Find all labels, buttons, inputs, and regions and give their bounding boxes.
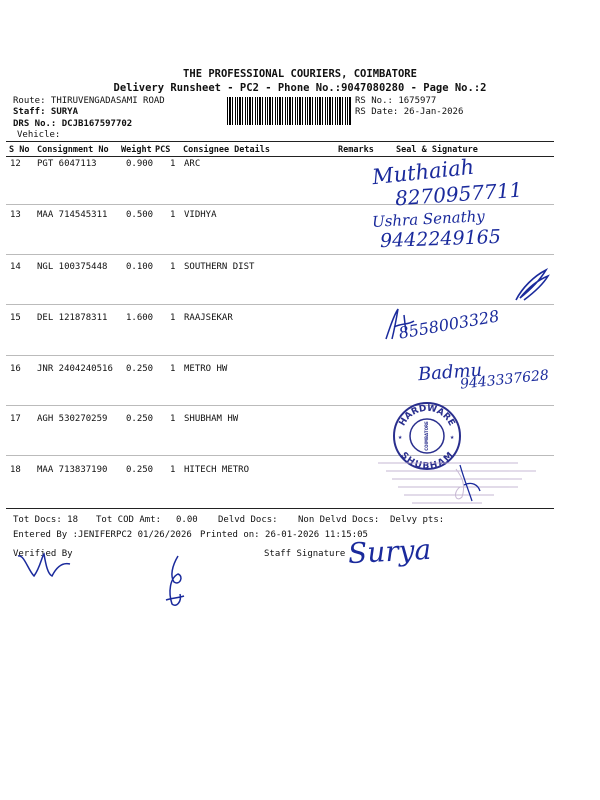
svg-text:★: ★ [398,433,403,441]
route-label: Route: THIRUVENGADASAMI ROAD [13,96,165,106]
row-sno: 16 [10,364,21,374]
row-consignment: MAA 714545311 [37,210,108,220]
row-weight: 0.250 [126,414,154,424]
col-sno: S No [9,145,30,155]
handwritten-name: Ushra Senathy [371,207,486,231]
row-pcs: 1 [170,465,176,475]
signature-scribble [512,268,552,304]
row-weight: 0.500 [126,210,154,220]
entered-by: Entered By :JENIFERPC2 01/26/2026 [13,530,192,540]
total-cod-value: 0.00 [176,515,198,525]
row-divider [6,405,554,406]
col-consignee: Consignee Details [183,145,270,155]
row-consignee: RAAJSEKAR [184,313,233,323]
col-remarks: Remarks [338,145,374,155]
total-docs: Tot Docs: 18 [13,515,79,525]
handwritten-phone: 8558003328 [397,306,501,343]
stamp-top-text: HARDWARE [397,403,457,428]
row-sno: 12 [10,159,21,169]
verifier-signature [14,548,74,584]
col-weight: Weight [121,145,152,155]
row-weight: 1.600 [126,313,154,323]
row-divider [6,355,554,356]
row-pcs: 1 [170,210,176,220]
handwritten-phone: 9443337628 [459,367,550,393]
row-consignment: JNR 2404240516 [37,364,113,374]
vehicle-label: Vehicle: [17,130,61,140]
row-sno: 18 [10,465,21,475]
row-sno: 14 [10,262,21,272]
faint-stamp [368,455,568,515]
row-pcs: 1 [170,313,176,323]
row-divider [6,304,554,305]
drs-number: DRS No.: DCJB167597702 [13,119,133,129]
verifier-initials [158,552,198,612]
delivered-docs: Delvd Docs: [218,515,278,525]
row-pcs: 1 [170,414,176,424]
row-consignee: ARC [184,159,201,169]
barcode [227,97,351,125]
row-sno: 15 [10,313,21,323]
stamp-bottom-text: SHUBHAM [398,450,456,471]
row-consignee: SOUTHERN DIST [184,262,255,272]
verified-by-label: Verified By [13,549,73,559]
total-cod-label: Tot COD Amt: [96,515,162,525]
row-weight: 0.100 [126,262,154,272]
row-sno: 17 [10,414,21,424]
header-top-rule [6,141,554,142]
col-seal-signature: Seal & Signature [396,145,478,155]
staff-signature-label: Staff Signature [264,549,346,559]
row-consignment: MAA 713837190 [37,465,108,475]
svg-text:★: ★ [450,433,455,441]
row-divider [6,254,554,255]
row-consignee: SHUBHAM HW [184,414,239,424]
row-consignee: METRO HW [184,364,228,374]
row-pcs: 1 [170,262,176,272]
row-weight: 0.900 [126,159,154,169]
runsheet-subtitle: Delivery Runsheet - PC2 - Phone No.:9047080280 - Page No.:2 [113,82,487,94]
row-consignment: NGL 100375448 [37,262,108,272]
col-consignment: Consignment No [37,145,109,155]
row-pcs: 1 [170,364,176,374]
handwritten-phone: 9442249165 [379,225,502,253]
row-pcs: 1 [170,159,176,169]
handwritten-name: Muthaiah [371,154,476,190]
handwritten-name: Badmu [417,359,483,386]
col-pcs: PCS [155,145,171,155]
row-consignee: VIDHYA [184,210,217,220]
non-delivered-docs: Non Delvd Docs: [298,515,380,525]
row-consignment: PGT 6047113 [37,159,97,169]
rs-date: RS Date: 26-Jan-2026 [355,107,464,117]
row-consignment: DEL 121878311 [37,313,108,323]
staff-handwritten-signature: Surya [347,532,432,571]
staff-label: Staff: SURYA [13,107,79,117]
delivery-points: Delvy pts: [390,515,445,525]
handwritten-phone: 8270957711 [394,177,523,211]
row-weight: 0.250 [126,364,154,374]
rs-number: RS No.: 1675977 [355,96,437,106]
row-sno: 13 [10,210,21,220]
printed-on: Printed on: 26-01-2026 11:15:05 [200,530,368,540]
row-consignee: HITECH METRO [184,465,250,475]
company-title: THE PROFESSIONAL COURIERS, COIMBATORE [183,68,417,80]
stamp-center-text: COIMBATORE [424,421,429,451]
row-weight: 0.250 [126,465,154,475]
row-consignment: AGH 530270259 [37,414,108,424]
